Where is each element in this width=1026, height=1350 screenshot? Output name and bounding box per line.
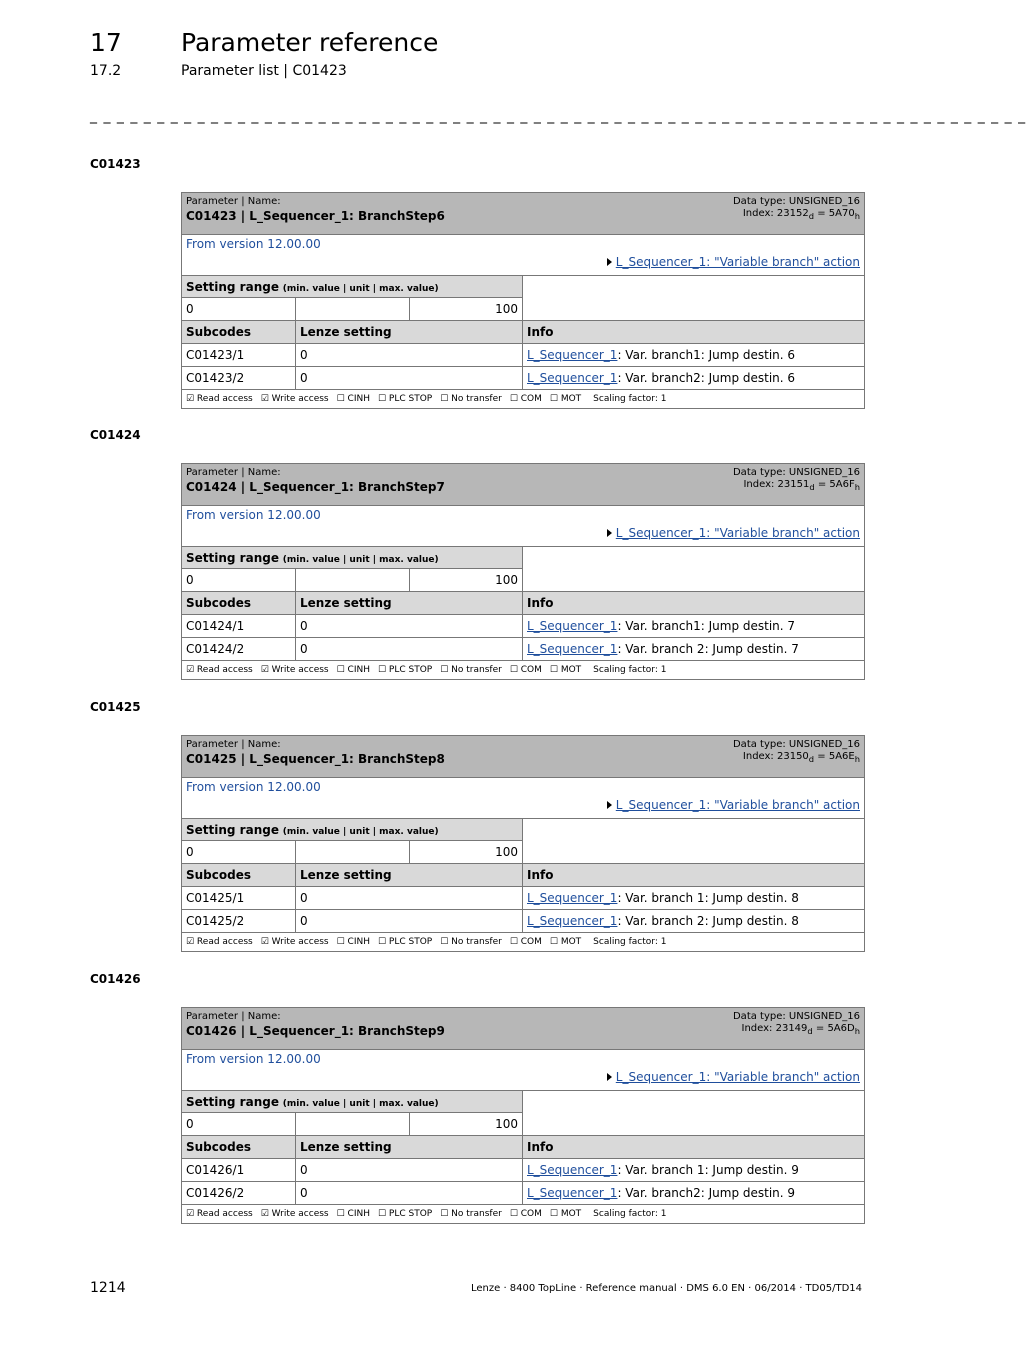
info-header: Info <box>523 1136 865 1159</box>
table-row <box>182 1159 865 1182</box>
subcode: C01423/2 <box>182 367 296 390</box>
param-name-caption: Parameter | Name: <box>186 196 281 207</box>
param-name-caption: Parameter | Name: <box>186 467 281 478</box>
chapter-number: 17 <box>90 28 122 57</box>
subcode: C01425/2 <box>182 910 296 933</box>
info-cell: L_Sequencer_1: Var. branch1: Jump destin. 6 <box>523 344 865 367</box>
table-row <box>182 910 865 933</box>
parameter-header <box>182 193 865 235</box>
subcode: C01423/1 <box>182 344 296 367</box>
lenze-setting-header: Lenze setting <box>296 864 523 887</box>
document-footer: Lenze · 8400 TopLine · Reference manual · DMS 6.0 EN · 06/2014 · TD05/TD14 <box>470 1283 862 1294</box>
info-header: Info <box>523 321 865 344</box>
parameter-title: C01423 | L_Sequencer_1: BranchStep6 <box>186 209 445 223</box>
lenze-setting: 0 <box>296 344 523 367</box>
min-value: 0 <box>182 298 296 321</box>
subcode: C01424/2 <box>182 638 296 661</box>
section-title: Parameter list | C01423 <box>181 63 347 79</box>
info-header: Info <box>523 592 865 615</box>
lenze-setting-header: Lenze setting <box>296 321 523 344</box>
parameter-title: C01425 | L_Sequencer_1: BranchStep8 <box>186 752 445 766</box>
lenze-setting: 0 <box>296 367 523 390</box>
subcodes-header: Subcodes <box>182 321 296 344</box>
access-flags: ☑ Read access ☑ Write access ☐ CINH ☐ PLC STOP ☐ No transfer ☐ COM ☐ MOT Scaling factor: 1 <box>182 390 865 409</box>
function-link[interactable]: L_Sequencer_1: "Variable branch" action <box>615 526 860 540</box>
lenze-setting: 0 <box>296 638 523 661</box>
info-link[interactable]: L_Sequencer_1 <box>527 619 618 633</box>
unit-value <box>296 298 410 321</box>
info-cell: L_Sequencer_1: Var. branch2: Jump destin. 9 <box>523 1182 865 1205</box>
parameter-header <box>182 1008 865 1050</box>
parameter-table <box>181 1007 865 1224</box>
version-note: From version 12.00.00 <box>186 237 321 251</box>
function-link[interactable]: L_Sequencer_1: "Variable branch" action <box>615 255 860 269</box>
subcode: C01426/1 <box>182 1159 296 1182</box>
arrow-right-icon <box>607 258 612 266</box>
setting-range-header: Setting range (min. value | unit | max. value) <box>182 819 523 841</box>
empty-cell <box>523 547 865 592</box>
parameter-table <box>181 192 865 409</box>
parameter-table <box>181 735 865 952</box>
version-cell <box>182 235 865 276</box>
lenze-setting: 0 <box>296 1159 523 1182</box>
info-link[interactable]: L_Sequencer_1 <box>527 891 618 905</box>
max-value: 100 <box>410 569 523 592</box>
section-number: 17.2 <box>90 63 122 79</box>
page-number: 1214 <box>90 1280 126 1296</box>
info-link[interactable]: L_Sequencer_1 <box>527 348 618 362</box>
parameter-title: C01424 | L_Sequencer_1: BranchStep7 <box>186 480 445 494</box>
table-row <box>182 638 865 661</box>
max-value: 100 <box>410 841 523 864</box>
access-flags: ☑ Read access ☑ Write access ☐ CINH ☐ PLC STOP ☐ No transfer ☐ COM ☐ MOT Scaling factor: 1 <box>182 933 865 952</box>
access-flags: ☑ Read access ☑ Write access ☐ CINH ☐ PLC STOP ☐ No transfer ☐ COM ☐ MOT Scaling factor: 1 <box>182 661 865 680</box>
lenze-setting: 0 <box>296 615 523 638</box>
header-separator: _ _ _ _ _ _ _ _ _ _ _ _ _ _ _ _ _ _ _ _ _ _ _ _ _ _ _ _ _ _ _ _ _ _ _ _ _ _ _ _ _ _ _ _ _ _ _ _ _ _ _ _ _ _ _ _ _ _ _ _ _ _ _ _ _ _ _ _ _ _ <box>90 108 1026 124</box>
parameter-index: Index: $23150_d = 5A6E_h$ <box>742 751 860 764</box>
subcode: C01426/2 <box>182 1182 296 1205</box>
empty-cell <box>523 1091 865 1136</box>
data-type: Data type: UNSIGNED_16 <box>732 739 860 750</box>
min-value: 0 <box>182 1113 296 1136</box>
info-link[interactable]: L_Sequencer_1 <box>527 1163 618 1177</box>
parameter-index: Index: $23151_d = 5A6F_h$ <box>743 479 860 492</box>
param-section-label: C01424 <box>90 428 141 442</box>
unit-value <box>296 1113 410 1136</box>
min-value: 0 <box>182 841 296 864</box>
lenze-setting: 0 <box>296 1182 523 1205</box>
unit-value <box>296 841 410 864</box>
empty-cell <box>523 276 865 321</box>
table-row <box>182 887 865 910</box>
arrow-right-icon <box>607 1073 612 1081</box>
info-cell: L_Sequencer_1: Var. branch2: Jump destin. 6 <box>523 367 865 390</box>
param-name-caption: Parameter | Name: <box>186 739 281 750</box>
setting-range-header: Setting range (min. value | unit | max. value) <box>182 1091 523 1113</box>
info-cell: L_Sequencer_1: Var. branch 2: Jump destin. 8 <box>523 910 865 933</box>
info-link[interactable]: L_Sequencer_1 <box>527 1186 618 1200</box>
arrow-right-icon <box>607 529 612 537</box>
subcodes-header: Subcodes <box>182 592 296 615</box>
parameter-index: Index: $23152_d = 5A70_h$ <box>742 208 860 221</box>
lenze-setting-header: Lenze setting <box>296 592 523 615</box>
version-note: From version 12.00.00 <box>186 508 321 522</box>
info-link[interactable]: L_Sequencer_1 <box>527 371 618 385</box>
param-section-label: C01425 <box>90 700 141 714</box>
function-link[interactable]: L_Sequencer_1: "Variable branch" action <box>615 1070 860 1084</box>
table-row <box>182 344 865 367</box>
max-value: 100 <box>410 1113 523 1136</box>
parameter-index: Index: $23149_d = 5A6D_h$ <box>741 1023 860 1036</box>
data-type: Data type: UNSIGNED_16 <box>732 467 860 478</box>
setting-range-header: Setting range (min. value | unit | max. value) <box>182 276 523 298</box>
subcode: C01424/1 <box>182 615 296 638</box>
param-section-label: C01423 <box>90 157 141 171</box>
version-cell <box>182 506 865 547</box>
info-cell: L_Sequencer_1: Var. branch 1: Jump destin. 9 <box>523 1159 865 1182</box>
function-link[interactable]: L_Sequencer_1: "Variable branch" action <box>615 798 860 812</box>
version-note: From version 12.00.00 <box>186 780 321 794</box>
parameter-header <box>182 736 865 778</box>
info-cell: L_Sequencer_1: Var. branch 2: Jump destin. 7 <box>523 638 865 661</box>
version-cell <box>182 778 865 819</box>
data-type: Data type: UNSIGNED_16 <box>732 1011 860 1022</box>
table-row <box>182 615 865 638</box>
setting-range-header: Setting range (min. value | unit | max. value) <box>182 547 523 569</box>
info-link[interactable]: L_Sequencer_1 <box>527 642 618 656</box>
parameter-title: C01426 | L_Sequencer_1: BranchStep9 <box>186 1024 445 1038</box>
data-type: Data type: UNSIGNED_16 <box>732 196 860 207</box>
min-value: 0 <box>182 569 296 592</box>
subcodes-header: Subcodes <box>182 1136 296 1159</box>
subcode: C01425/1 <box>182 887 296 910</box>
max-value: 100 <box>410 298 523 321</box>
parameter-table <box>181 463 865 680</box>
arrow-right-icon <box>607 801 612 809</box>
info-header: Info <box>523 864 865 887</box>
version-cell <box>182 1050 865 1091</box>
info-cell: L_Sequencer_1: Var. branch 1: Jump destin. 8 <box>523 887 865 910</box>
table-row <box>182 367 865 390</box>
lenze-setting: 0 <box>296 910 523 933</box>
lenze-setting-header: Lenze setting <box>296 1136 523 1159</box>
unit-value <box>296 569 410 592</box>
access-flags: ☑ Read access ☑ Write access ☐ CINH ☐ PLC STOP ☐ No transfer ☐ COM ☐ MOT Scaling factor: 1 <box>182 1205 865 1224</box>
empty-cell <box>523 819 865 864</box>
param-name-caption: Parameter | Name: <box>186 1011 281 1022</box>
table-row <box>182 1182 865 1205</box>
version-note: From version 12.00.00 <box>186 1052 321 1066</box>
info-link[interactable]: L_Sequencer_1 <box>527 914 618 928</box>
chapter-title: Parameter reference <box>181 28 439 57</box>
info-cell: L_Sequencer_1: Var. branch1: Jump destin. 7 <box>523 615 865 638</box>
parameter-header <box>182 464 865 506</box>
param-section-label: C01426 <box>90 972 141 986</box>
lenze-setting: 0 <box>296 887 523 910</box>
subcodes-header: Subcodes <box>182 864 296 887</box>
